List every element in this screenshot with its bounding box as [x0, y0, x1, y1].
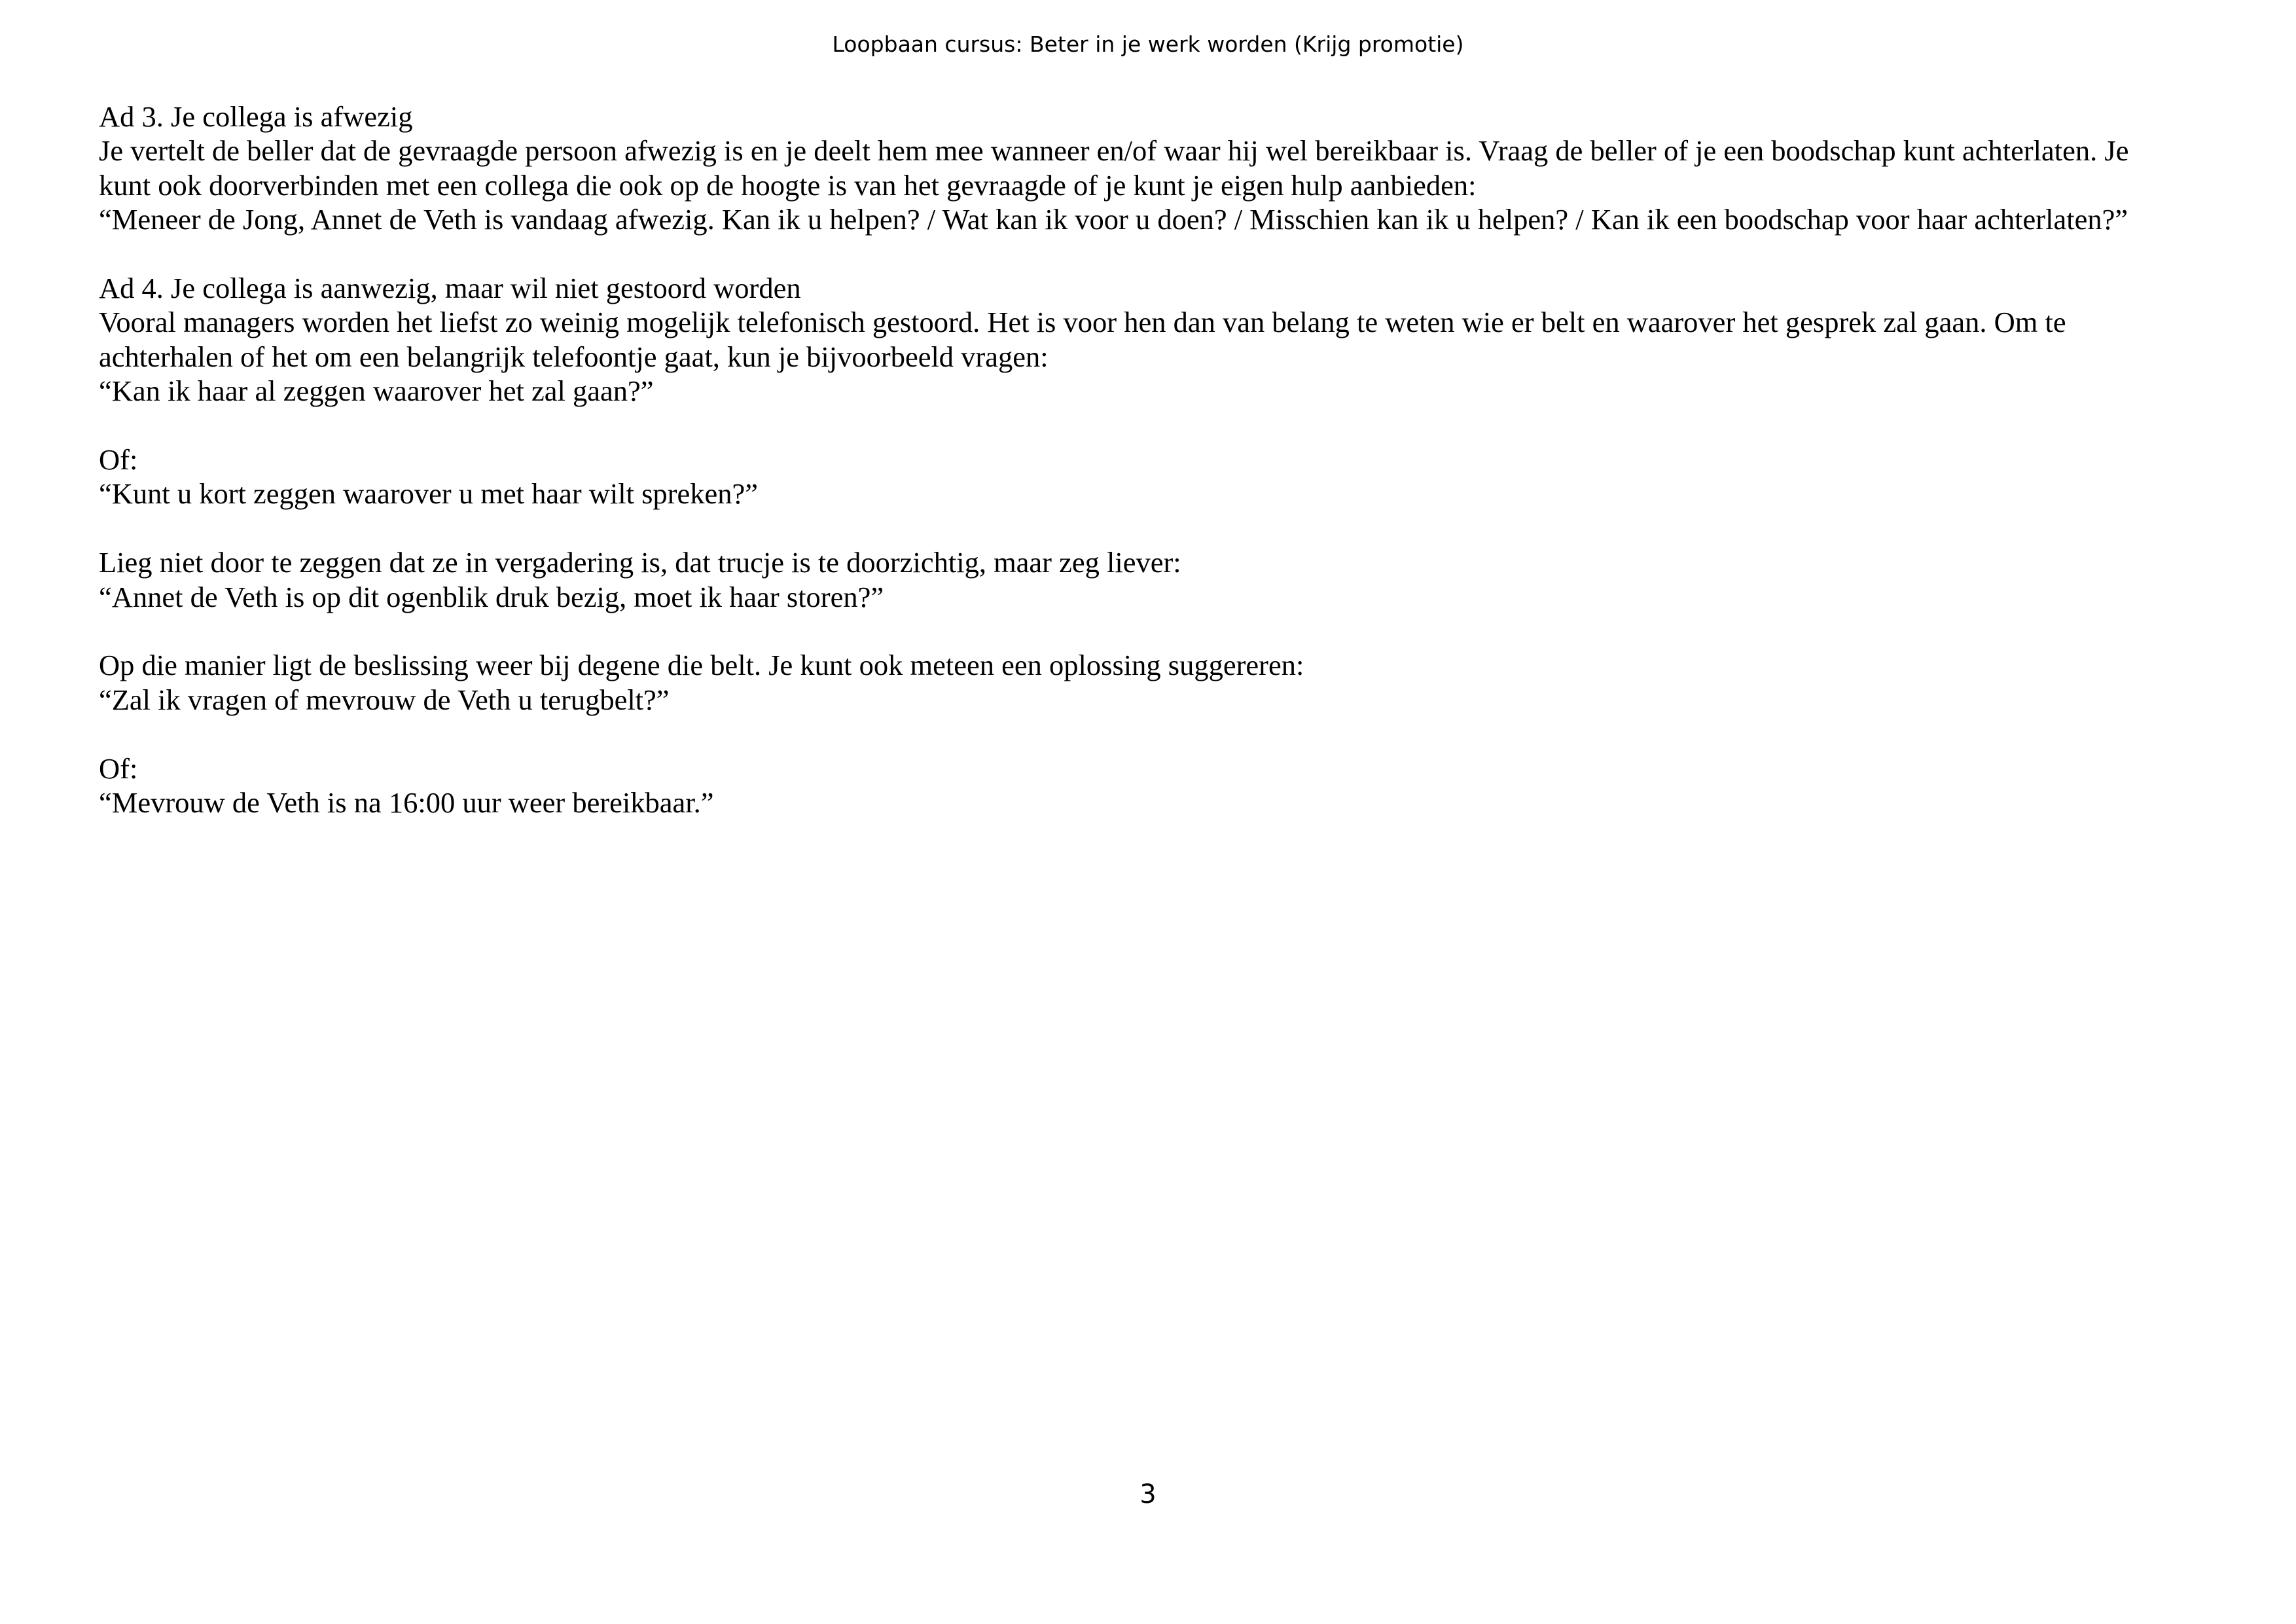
section-heading: Ad 4. Je collega is aanwezig, maar wil niet gestoord worden: [99, 272, 801, 305]
paragraph-line: Op die manier ligt de beslissing weer bij degene die belt. Je kunt ook meteen een oplossing suggereren:: [99, 649, 1304, 682]
quote-line: “Annet de Veth is op dit ogenblik druk bezig, moet ik haar storen?”: [99, 580, 884, 613]
section-collega-niet-gestoord: [99, 271, 2226, 408]
section-bereikbaar: [99, 751, 2226, 820]
paragraph-line: Lieg niet door te zeggen dat ze in vergadering is, dat trucje is te doorzichtig, maar zeg liever:: [99, 546, 1181, 579]
quote-line: “Meneer de Jong, Annet de Veth is vandaag afwezig. Kan ik u helpen? / Wat kan ik voor u doen? / Misschien kan ik u helpen? / Kan ik een boodschap voor haar achterlaten?”: [99, 203, 2128, 236]
document-body: [99, 99, 2226, 854]
paragraph-line: Of:: [99, 443, 138, 477]
paragraph-line: Of:: [99, 751, 138, 785]
paragraph-line: Je vertelt de beller dat de gevraagde persoon afwezig is en je deelt hem mee wanneer en/of waar hij wel bereikbaar is. Vraag de beller of je een boodschap kunt achterlaten. Je: [99, 134, 2129, 168]
page-number: 3: [1139, 1479, 1157, 1509]
quote-line: “Kan ik haar al zeggen waarover het zal gaan?”: [99, 374, 654, 408]
section-alternative-question: [99, 442, 2226, 511]
quote-line: “Mevrouw de Veth is na 16:00 uur weer bereikbaar.”: [99, 786, 714, 820]
section-heading: Ad 3. Je collega is afwezig: [99, 100, 413, 133]
paragraph-line: Vooral managers worden het liefst zo weinig mogelijk telefonisch gestoord. Het is voor hen dan van belang te weten wie er belt en waarover het gesprek zal gaan. Om te: [99, 306, 2066, 339]
page-header: Loopbaan cursus: Beter in je werk worden (Krijg promotie): [832, 31, 1464, 57]
paragraph-line: achterhalen of het om een belangrijk telefoontje gaat, kun je bijvoorbeeld vragen:: [99, 340, 1049, 373]
paragraph-line: kunt ook doorverbinden met een collega die ook op de hoogte is van het gevraagde of je kunt je eigen hulp aanbieden:: [99, 168, 1477, 202]
section-oplossing: [99, 648, 2226, 717]
section-collega-afwezig: [99, 99, 2226, 237]
quote-line: “Kunt u kort zeggen waarover u met haar wilt spreken?”: [99, 477, 759, 511]
quote-line: “Zal ik vragen of mevrouw de Veth u terugbelt?”: [99, 683, 670, 716]
section-niet-liegen: [99, 545, 2226, 614]
